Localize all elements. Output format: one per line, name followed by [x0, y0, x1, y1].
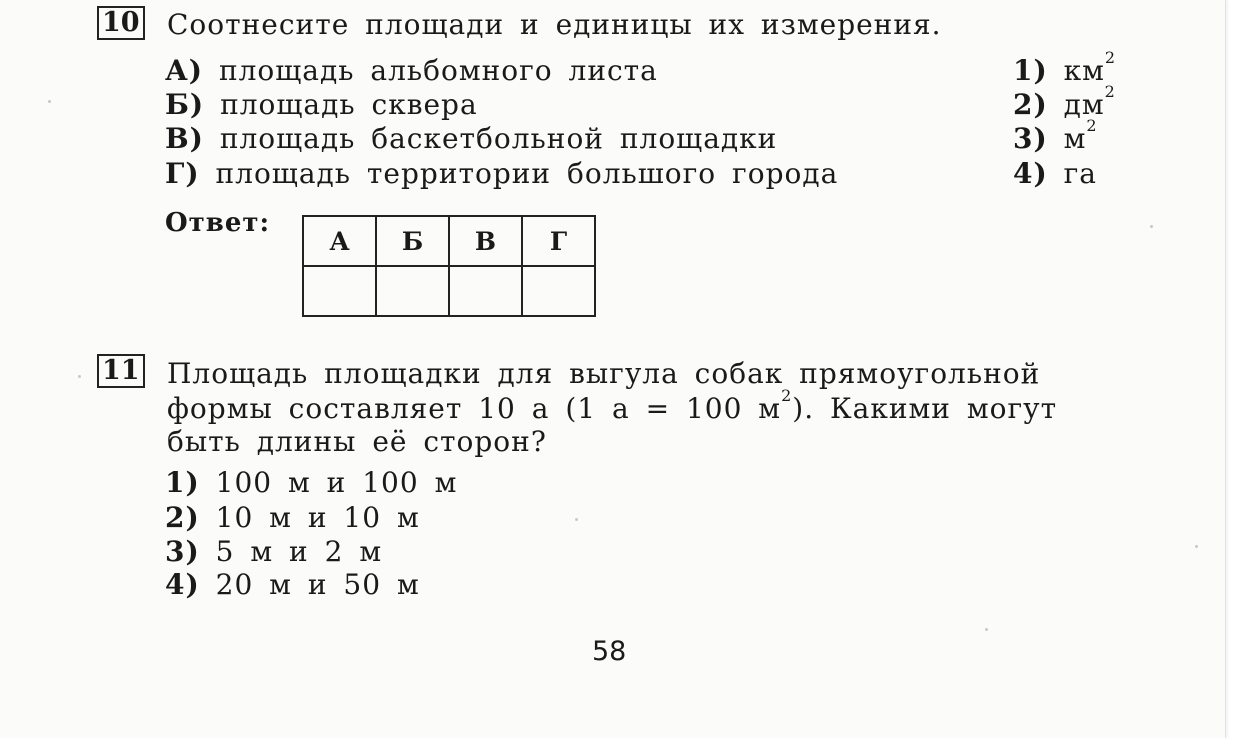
unit-exponent: 2	[1086, 116, 1098, 135]
item-text: площадь территории большого города	[215, 157, 839, 190]
task-11-prompt-line-3: быть длины её сторон?	[167, 425, 547, 458]
prompt-exponent: 2	[781, 386, 793, 405]
answer-header-b: Б	[376, 216, 449, 266]
unit-text: м	[1063, 122, 1087, 155]
option-text: 10 м и 10 м	[215, 501, 420, 534]
unit-text: км	[1063, 54, 1105, 87]
unit-text: дм	[1063, 88, 1105, 121]
option-label: 4)	[165, 568, 200, 601]
page-number: 58	[592, 636, 627, 667]
task-10-item-g	[165, 157, 838, 190]
scan-speck	[575, 518, 578, 521]
task-10-number: 10	[97, 6, 145, 40]
answer-header-v: В	[449, 216, 522, 266]
answer-header-a: А	[303, 216, 376, 266]
task-10-unit-2	[1013, 82, 1116, 121]
option-text: 100 м и 100 м	[215, 466, 458, 499]
item-label: В)	[165, 122, 204, 155]
answer-header-row	[303, 216, 595, 266]
scan-speck	[1195, 545, 1198, 548]
option-label: 1)	[165, 466, 200, 499]
task-11-prompt-line-2	[167, 386, 1058, 425]
item-label: Б)	[165, 88, 205, 121]
prompt-text: формы составляет 10 а (1 а = 100 м	[167, 392, 782, 425]
task-11-number: 11	[97, 354, 145, 388]
task-10-unit-3	[1013, 116, 1098, 155]
option-text: 20 м и 50 м	[215, 568, 420, 601]
option-label: 3)	[165, 535, 200, 568]
option-text: 5 м и 2 м	[215, 535, 383, 568]
scan-speck	[78, 375, 81, 378]
task-11-option-1	[165, 466, 457, 499]
item-text: площадь баскетбольной площадки	[219, 122, 778, 155]
task-11-option-3	[165, 535, 382, 568]
unit-label: 1)	[1013, 54, 1048, 87]
unit-text: га	[1063, 157, 1098, 190]
unit-exponent: 2	[1104, 48, 1117, 67]
answer-cell-b[interactable]	[376, 266, 449, 316]
prompt-text: ). Какими могут	[792, 392, 1058, 425]
unit-exponent: 2	[1104, 82, 1116, 101]
option-label: 2)	[165, 501, 200, 534]
scan-speck	[985, 628, 988, 631]
answer-cell-a[interactable]	[303, 266, 376, 316]
answer-cell-g[interactable]	[522, 266, 595, 316]
item-text: площадь альбомного листа	[218, 54, 658, 87]
answer-header-g: Г	[522, 216, 595, 266]
task-10-item-v	[165, 122, 777, 155]
task-11-option-2	[165, 501, 420, 534]
task-11-option-4	[165, 568, 420, 601]
item-label: А)	[165, 54, 204, 87]
answer-table	[302, 215, 596, 317]
task-11-prompt-line-1: Площадь площадки для выгула собак прямоугольной	[167, 357, 1041, 390]
task-10-unit-1	[1013, 48, 1117, 87]
answer-label: Ответ:	[165, 208, 271, 238]
item-label: Г)	[165, 157, 200, 190]
task-10-item-b	[165, 88, 478, 121]
scan-speck	[48, 100, 51, 103]
task-10-prompt: Соотнесите площади и единицы их измерения.	[167, 8, 942, 41]
answer-value-row	[303, 266, 595, 316]
unit-label: 3)	[1013, 122, 1048, 155]
task-10-item-a	[165, 54, 658, 87]
item-text: площадь сквера	[220, 88, 478, 121]
scan-speck	[1150, 225, 1153, 228]
unit-label: 4)	[1013, 157, 1048, 190]
unit-label: 2)	[1013, 88, 1048, 121]
answer-cell-v[interactable]	[449, 266, 522, 316]
task-10-unit-4	[1013, 157, 1097, 190]
